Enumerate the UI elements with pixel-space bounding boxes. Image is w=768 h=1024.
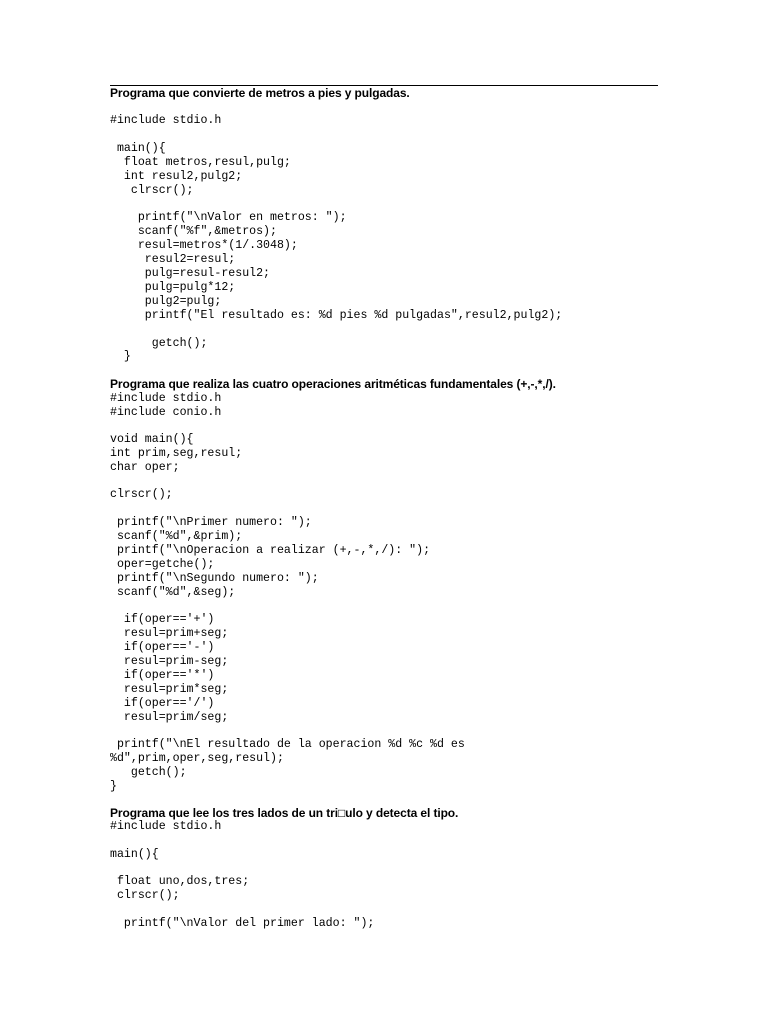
- code-line: if(oper=='-'): [110, 641, 215, 654]
- code-line: #include stdio.h: [110, 820, 222, 833]
- code-line: printf("\nOperacion a realizar (+,-,*,/): ");: [110, 544, 431, 557]
- code-line: pulg2=pulg;: [110, 295, 222, 308]
- code-line: scanf("%f",&metros);: [110, 225, 277, 238]
- code-line: resul=metros*(1/.3048);: [110, 239, 298, 252]
- code-line: getch();: [110, 337, 208, 350]
- code-line: resul=prim+seg;: [110, 627, 229, 640]
- code-line: int prim,seg,resul;: [110, 447, 243, 460]
- code-line: printf("\nValor en metros: ");: [110, 211, 347, 224]
- code-line: scanf("%d",&prim);: [110, 530, 243, 543]
- code-line: resul=prim-seg;: [110, 655, 229, 668]
- code-line: clrscr();: [110, 184, 194, 197]
- code-line: void main(){: [110, 433, 194, 446]
- code-line: float uno,dos,tres;: [110, 875, 250, 888]
- code-line: %d",prim,oper,seg,resul);: [110, 752, 284, 765]
- code-line: }: [110, 350, 131, 363]
- section-heading-arithmetic: Programa que realiza las cuatro operaciones aritméticas fundamentales (+,-,*,/).: [110, 377, 556, 391]
- code-line: oper=getche();: [110, 558, 215, 571]
- code-line: if(oper=='+'): [110, 613, 215, 626]
- code-line: char oper;: [110, 461, 180, 474]
- code-line: }: [110, 780, 117, 793]
- section-heading-meters: Programa que convierte de metros a pies y pulgadas.: [110, 86, 410, 100]
- code-line: #include stdio.h: [110, 114, 222, 127]
- code-line: printf("\nPrimer numero: ");: [110, 516, 312, 529]
- code-line: printf("\nValor del primer lado: ");: [110, 917, 375, 930]
- code-line: if(oper=='/'): [110, 697, 215, 710]
- code-line: getch();: [110, 766, 187, 779]
- code-line: pulg=pulg*12;: [110, 281, 236, 294]
- code-line: if(oper=='*'): [110, 669, 215, 682]
- code-line: main(){: [110, 848, 159, 861]
- code-line: scanf("%d",&seg);: [110, 586, 236, 599]
- code-line: int resul2,pulg2;: [110, 170, 243, 183]
- code-line: pulg=resul-resul2;: [110, 267, 271, 280]
- code-line: main(){: [110, 142, 166, 155]
- code-line: printf("\nEl resultado de la operacion %d %c %d es: [110, 738, 465, 751]
- code-line: resul=prim/seg;: [110, 711, 229, 724]
- section-heading-triangle: Programa que lee los tres lados de un tri□ulo y detecta el tipo.: [110, 806, 459, 820]
- code-line: float metros,resul,pulg;: [110, 156, 291, 169]
- code-line: resul2=resul;: [110, 253, 236, 266]
- code-line: printf("El resultado es: %d pies %d pulgadas",resul2,pulg2);: [110, 309, 563, 322]
- code-line: #include conio.h: [110, 406, 222, 419]
- code-line: clrscr();: [110, 889, 180, 902]
- code-line: printf("\nSegundo numero: ");: [110, 572, 319, 585]
- code-line: resul=prim*seg;: [110, 683, 229, 696]
- code-line: #include stdio.h: [110, 392, 222, 405]
- code-line: clrscr();: [110, 488, 173, 501]
